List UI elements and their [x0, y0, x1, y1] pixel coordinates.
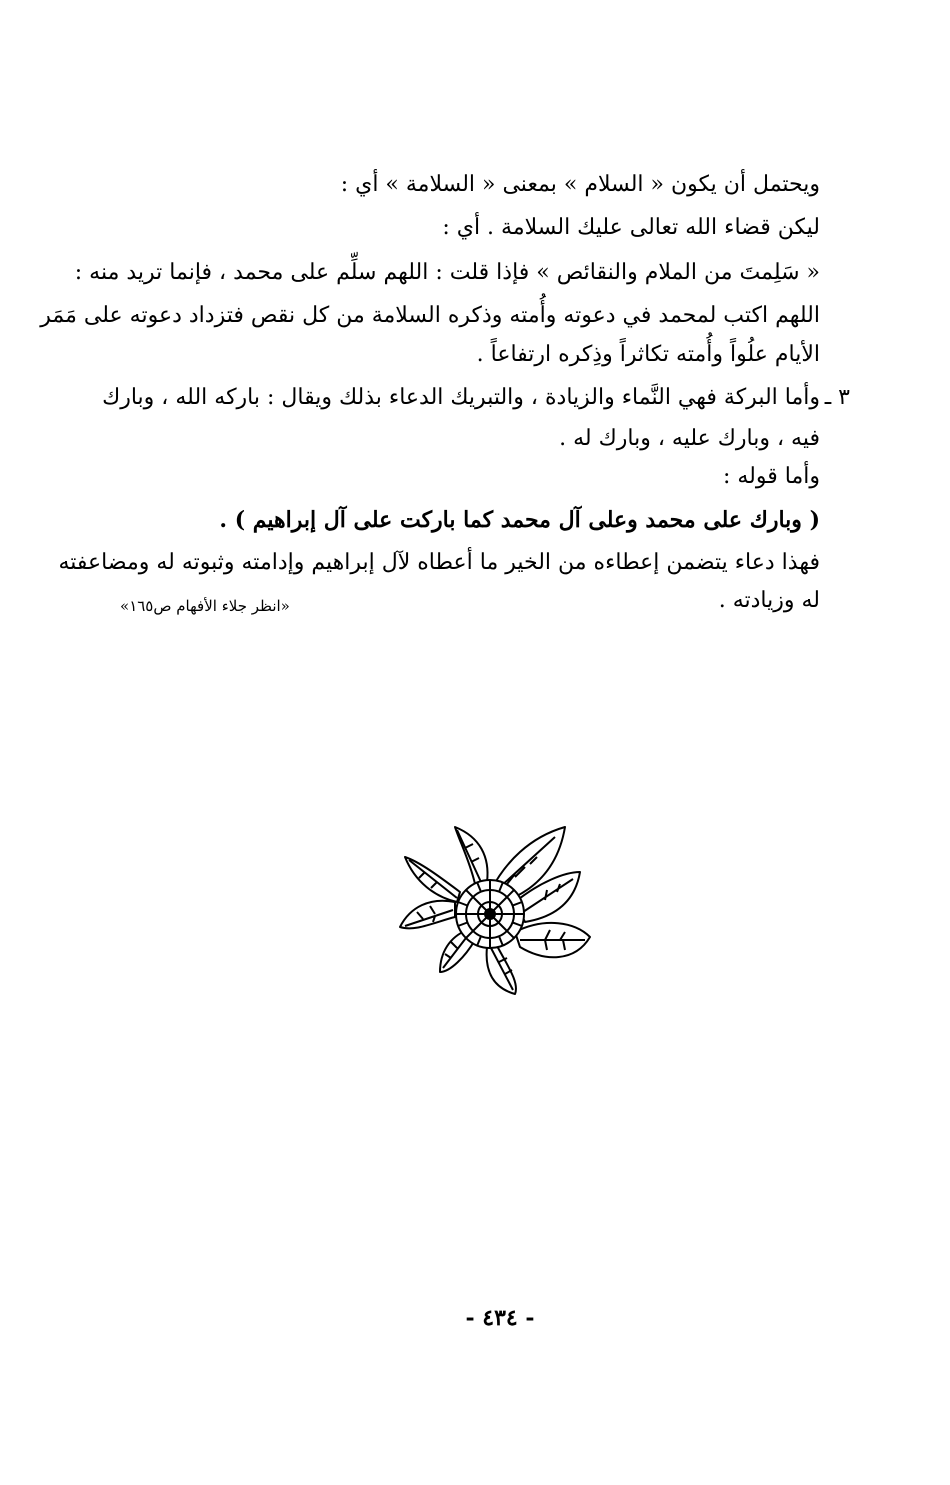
text-line-5: الأيام علُواً وأُمته تكاثراً وذِكره ارتفاعاً .: [476, 342, 820, 367]
text-line-2: ليكن قضاء الله تعالى عليك السلامة . أي :: [442, 215, 820, 240]
quoted-prayer: ( وبارك على محمد وعلى آل محمد كما باركت على آل إبراهيم ) .: [219, 507, 820, 533]
source-reference: «انظر جلاء الأفهام ص١٦٥»: [120, 597, 290, 615]
text-line-7: فيه ، وبارك عليه ، وبارك له .: [559, 426, 820, 451]
text-line-1: ويحتمل أن يكون « السلام » بمعنى « السلامة » أي :: [340, 172, 820, 197]
text-line-4: اللهم اكتب لمحمد في دعوته وأُمته وذكره السلامة من كل نقص فتزداد دعوته على مَمَر: [40, 303, 820, 328]
page-number: - ٤٣٤ -: [465, 1305, 535, 1331]
flower-ornament: [395, 822, 595, 997]
text-line-8: وأما قوله :: [722, 464, 820, 489]
text-line-3: « سَلِمتَ من الملام والنقائص » فإذا قلت : اللهم سلِّم على محمد ، فإنما تريد منه :: [74, 260, 820, 285]
text-line-11: له وزيادته .: [718, 588, 820, 613]
text-line-6: وأما البركة فهي النَّماء والزيادة ، والتبريك الدعاء بذلك ويقال : باركه الله ، وبارك: [102, 385, 820, 410]
item-number-3: ٣ ـ: [824, 385, 850, 410]
text-line-10: فهذا دعاء يتضمن إعطاءه من الخير ما أعطاه لآل إبراهيم وإدامته وثبوته له ومضاعفته: [58, 550, 820, 575]
